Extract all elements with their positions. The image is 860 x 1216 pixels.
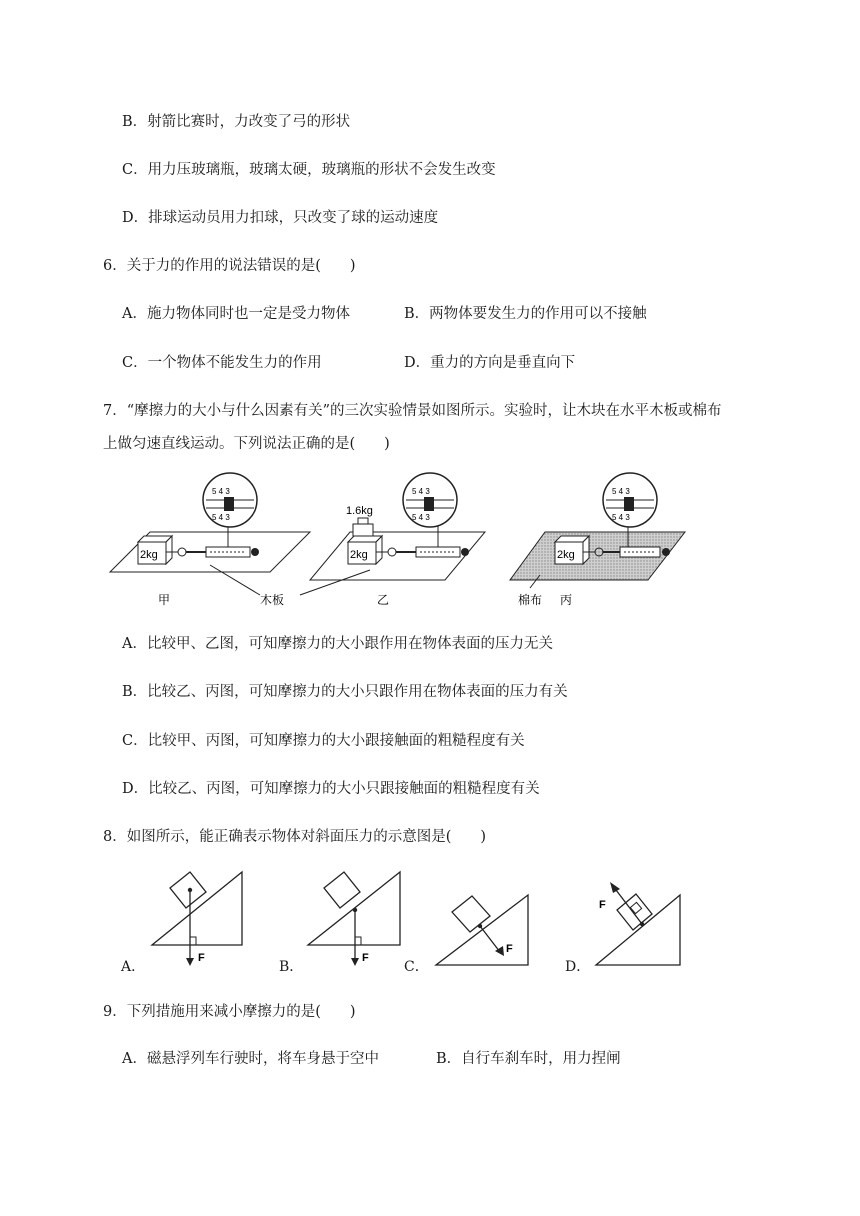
q9-option-b: B．自行车刹车时，用力捏闸 — [436, 1051, 621, 1067]
q8-label-a: A． — [121, 959, 146, 975]
q6-option-b: B．两物体要发生力的作用可以不接触 — [404, 306, 647, 322]
q8-label-d: D． — [565, 959, 591, 975]
svg-text:5 4 3: 5 4 3 — [212, 487, 230, 496]
label-muban: 木板 — [260, 593, 285, 607]
figure-c — [436, 895, 528, 965]
force-label-b: F — [362, 952, 369, 964]
figure-b — [308, 872, 400, 966]
q7-stem-line2: 上做匀速直线运动。下列说法正确的是( ) — [103, 436, 390, 452]
q8-label-c: C． — [404, 959, 429, 975]
svg-text:5 4 3: 5 4 3 — [612, 487, 630, 496]
q8-label-b: B． — [279, 959, 304, 975]
q6-option-d: D．重力的方向是垂直向下 — [404, 355, 576, 371]
q7-option-b: B．比较乙、丙图，可知摩擦力的大小只跟作用在物体表面的压力有关 — [122, 684, 568, 700]
figure-bing — [510, 473, 685, 580]
q6-option-a: A．施力物体同时也一定是受力物体 — [122, 306, 350, 322]
q5-option-c: C．用力压玻璃瓶，玻璃太硬，玻璃瓶的形状不会发生改变 — [122, 162, 496, 178]
svg-text:5 4 3: 5 4 3 — [412, 487, 430, 496]
label-bing: 丙 — [560, 593, 573, 607]
figure-jia — [110, 473, 310, 572]
svg-text:5 4 3: 5 4 3 — [412, 513, 430, 522]
q6-option-c: C．一个物体不能发生力的作用 — [122, 355, 322, 371]
label-jia: 甲 — [158, 593, 171, 607]
q7-friction-figure — [100, 470, 700, 610]
force-label-d: F — [599, 899, 606, 911]
force-label-c: F — [506, 943, 513, 955]
svg-text:5 4 3: 5 4 3 — [212, 513, 230, 522]
q7-option-c: C．比较甲、丙图，可知摩擦力的大小跟接触面的粗糙程度有关 — [122, 733, 525, 749]
q6-stem: 6．关于力的作用的说法错误的是( ) — [103, 258, 356, 274]
figure-a — [152, 872, 242, 966]
block-mass-label-yi: 2kg — [350, 549, 368, 561]
figure-d — [596, 882, 680, 965]
q5-option-d: D．排球运动员用力扣球，只改变了球的运动速度 — [122, 210, 439, 226]
block-mass-label: 2kg — [140, 549, 158, 561]
q7-stem-line1: 7．“摩擦力的大小与什么因素有关”的三次实验情景如图所示。实验时，让木块在水平木板或棉布 — [103, 403, 722, 419]
svg-text:5 4 3: 5 4 3 — [612, 513, 630, 522]
q5-option-b: B．射箭比赛时，力改变了弓的形状 — [122, 114, 351, 130]
q7-option-a: A．比较甲、乙图，可知摩擦力的大小跟作用在物体表面的压力无关 — [122, 636, 553, 652]
label-mianbu: 棉布 — [518, 593, 543, 607]
figure-yi — [310, 473, 485, 580]
q7-option-d: D．比较乙、丙图，可知摩擦力的大小只跟接触面的粗糙程度有关 — [122, 781, 540, 797]
q8-stem: 8．如图所示，能正确表示物体对斜面压力的示意图是( ) — [103, 829, 487, 845]
force-label-a: F — [198, 952, 205, 964]
weight-mass-label: 1.6kg — [346, 505, 373, 517]
block-mass-label-bing: 2kg — [557, 549, 575, 561]
label-yi: 乙 — [377, 593, 390, 607]
q9-option-a: A．磁悬浮列车行驶时，将车身悬于空中 — [122, 1051, 379, 1067]
q9-stem: 9．下列措施用来减小摩擦力的是( ) — [103, 1004, 356, 1020]
